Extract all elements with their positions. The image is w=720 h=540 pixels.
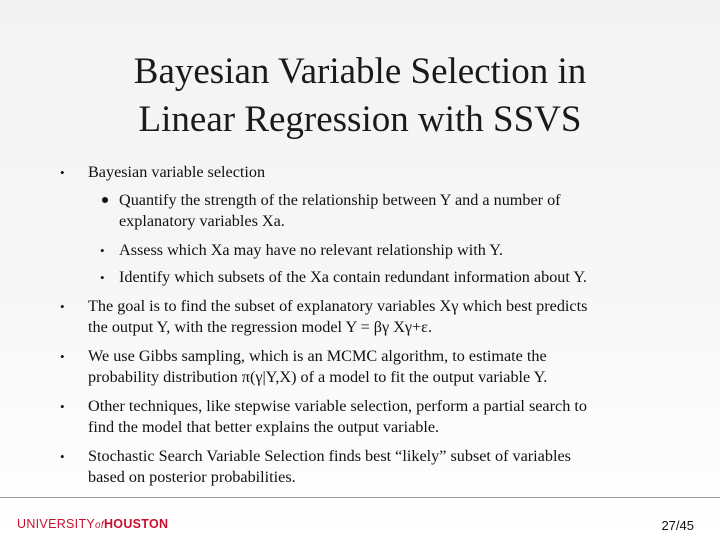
bullet-text: Other techniques, like stepwise variable selection, perform a partial search to: [88, 397, 587, 415]
page-number: 27/45: [661, 518, 694, 533]
bullet-marker: •: [60, 299, 65, 314]
bullet-text: based on posterior probabilities.: [88, 468, 296, 486]
bullet-text: Bayesian variable selection: [88, 163, 266, 181]
bullet-marker: •: [60, 349, 65, 364]
bullet-text: Quantify the strength of the relationship between Y and a number of: [119, 191, 561, 209]
bullet-marker: •: [60, 399, 65, 414]
university-logo: [17, 517, 168, 531]
bullet-text: The goal is to find the subset of explanatory variables Xγ which best predicts: [88, 297, 588, 315]
bullet-marker: •: [60, 449, 65, 464]
bullet-text: We use Gibbs sampling, which is an MCMC algorithm, to estimate the: [88, 347, 547, 365]
bullet-text: probability distribution π(γ|Y,X) of a model to fit the output variable Y.: [88, 368, 548, 386]
bullet-text: find the model that better explains the output variable.: [88, 418, 440, 436]
logo-part-houston: HOUSTON: [103, 517, 169, 531]
bullet-text: Identify which subsets of the Xa contain redundant information about Y.: [119, 268, 587, 286]
logo-part-of: of: [95, 520, 104, 531]
bullet-marker: •: [100, 243, 105, 258]
bullet-text: Assess which Xa may have no relevant relationship with Y.: [119, 241, 503, 259]
bullet-marker: •: [60, 165, 65, 180]
logo-part-university: UNIVERSITY: [17, 517, 96, 531]
bullet-text: explanatory variables Xa.: [119, 212, 285, 230]
title-line-2: Linear Regression with SSVS: [138, 99, 582, 140]
title-line-1: Bayesian Variable Selection in: [133, 51, 587, 92]
slide-title: [40, 48, 680, 144]
bullet-dot-marker: [102, 197, 108, 203]
bullet-text: Stochastic Search Variable Selection finds best “likely” subset of variables: [88, 447, 571, 465]
footer-divider: [0, 497, 720, 498]
bullet-marker: •: [100, 270, 105, 285]
bullet-text: the output Y, with the regression model Y = βγ Xγ+ε.: [88, 318, 433, 336]
